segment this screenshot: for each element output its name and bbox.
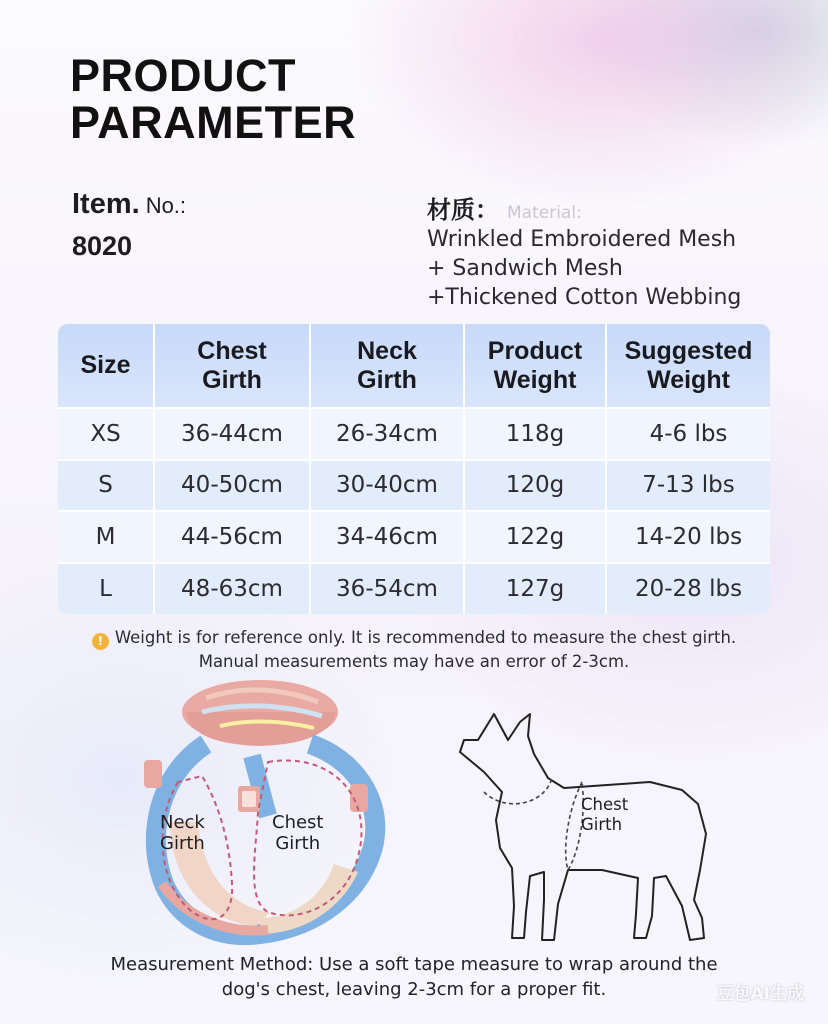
measurement-method (0, 952, 828, 1002)
cell-size: S (58, 460, 154, 512)
header-product-weight: Product Weight (464, 324, 606, 408)
material-label-cn: 材质： (427, 196, 499, 224)
title-line-2: PARAMETER (70, 97, 357, 148)
table-row (58, 408, 770, 460)
title-line-1: PRODUCT (70, 50, 296, 101)
warning-icon: ! (92, 633, 109, 650)
cell-suggested-weight: 14-20 lbs (606, 511, 770, 563)
harness-neck-girth-label: Neck Girth (160, 812, 205, 854)
item-label-big: Item. (72, 188, 140, 220)
table-row (58, 511, 770, 563)
cell-neck-girth: 36-54cm (310, 563, 464, 615)
size-table-container (58, 324, 770, 614)
dog-chest-girth-label: Chest Girth (581, 795, 629, 834)
ai-watermark: 豆包AI生成 (716, 984, 804, 1004)
harness-illustration (128, 672, 398, 950)
cell-chest-girth: 36-44cm (154, 408, 310, 460)
harness-chest-girth-label: Chest Girth (272, 812, 324, 854)
material-line: Wrinkled Embroidered Mesh (427, 227, 737, 252)
item-label-small: No.: (145, 193, 187, 218)
cell-suggested-weight: 7-13 lbs (606, 460, 770, 512)
material-heading (427, 190, 741, 225)
note-line-2: Manual measurements may have an error of 2-3cm. (198, 652, 630, 671)
table-row (58, 563, 770, 615)
page-title (70, 52, 356, 146)
table-row (58, 460, 770, 512)
cell-suggested-weight: 4-6 lbs (606, 408, 770, 460)
cell-product-weight: 122g (464, 511, 606, 563)
cell-suggested-weight: 20-28 lbs (606, 563, 770, 615)
cell-size: XS (58, 408, 154, 460)
cell-product-weight: 118g (464, 408, 606, 460)
reference-note (0, 626, 828, 673)
method-line-1: Measurement Method: Use a soft tape measure to wrap around the (110, 954, 718, 975)
cell-neck-girth: 30-40cm (310, 460, 464, 512)
note-line-1: ! Weight is for reference only. It is recommended to measure the chest girth. (0, 626, 828, 650)
cell-neck-girth: 26-34cm (310, 408, 464, 460)
header-size: Size (58, 324, 154, 408)
item-label (72, 188, 186, 221)
table-header-row (58, 324, 770, 408)
item-number-value: 8020 (72, 231, 133, 261)
cell-chest-girth: 48-63cm (154, 563, 310, 615)
method-line-2: dog's chest, leaving 2-3cm for a proper fit. (221, 979, 607, 1000)
item-number-block (72, 188, 186, 262)
material-block (427, 190, 741, 312)
material-label-en: Material: (507, 203, 582, 223)
header-chest-girth: Chest Girth (154, 324, 310, 408)
cell-neck-girth: 34-46cm (310, 511, 464, 563)
size-table (58, 324, 770, 614)
cell-size: L (58, 563, 154, 615)
cell-chest-girth: 40-50cm (154, 460, 310, 512)
header-neck-girth: Neck Girth (310, 324, 464, 408)
cell-product-weight: 120g (464, 460, 606, 512)
cell-chest-girth: 44-56cm (154, 511, 310, 563)
cell-size: M (58, 511, 154, 563)
material-line: +Thickened Cotton Webbing (427, 285, 742, 310)
header-suggested-weight: Suggested Weight (606, 324, 770, 408)
material-line: + Sandwich Mesh (427, 256, 623, 281)
cell-product-weight: 127g (464, 563, 606, 615)
